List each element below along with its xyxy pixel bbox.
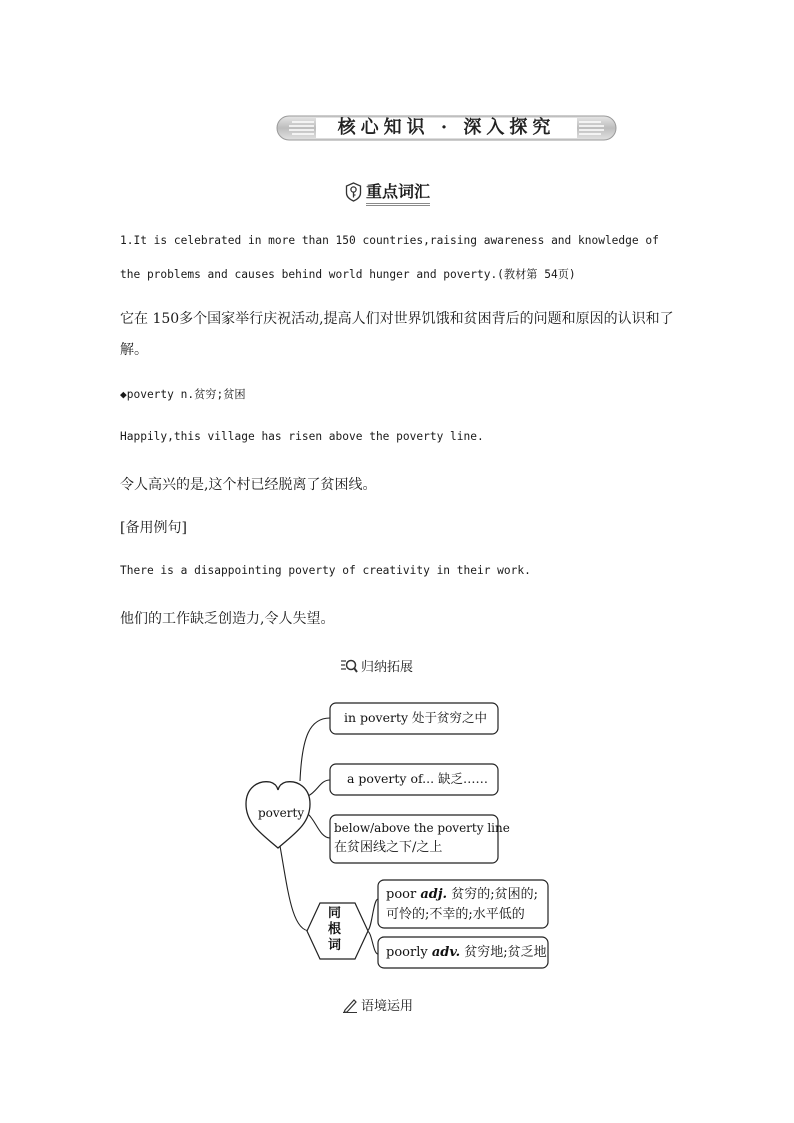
connector-cognate (280, 846, 310, 931)
connector-branch3 (308, 814, 330, 838)
mindmap-title: 归纳拓展 (361, 660, 414, 675)
section-heading (345, 180, 430, 204)
cognate2-meaning: 贫穷地;贫乏地 (464, 945, 547, 960)
cognate1-line2: 可怜的;不幸的;水平低的 (386, 907, 525, 922)
context-title: 语境运用 (361, 999, 414, 1014)
sentence-en-line2 (120, 266, 684, 282)
section-title: 重点词汇 (366, 179, 430, 206)
connector-cognate1 (367, 899, 378, 931)
sentence-en-line1: 1.It is celebrated in more than 150 countries,raising awareness and knowledge of (120, 234, 659, 247)
cognate-label-2: 根 (328, 922, 342, 937)
cognate2-word: poorly (386, 945, 428, 960)
branch3-line1: below/above the poverty line (334, 821, 510, 835)
connector-cognate2 (367, 931, 378, 954)
cognate2-line (386, 943, 547, 962)
sentence-en-line2-text: the problems and causes behind world hunger and poverty.(教材第 54页) (120, 268, 576, 281)
section-banner (276, 115, 617, 141)
banner-title: 核心知识 · 深入探究 (337, 117, 556, 138)
cognate-label-1: 同 (328, 906, 342, 921)
example1-en: Happily,this village has risen above the poverty line. (120, 430, 484, 443)
cognate1-word: poor (386, 887, 417, 902)
context-heading (342, 995, 413, 1014)
cognate-label-3: 词 (328, 938, 342, 953)
example1-zh: 令人高兴的是,这个村已经脱离了贫困线。 (120, 477, 377, 493)
connector-branch2 (308, 780, 330, 796)
cognate1-pos: adj. (420, 887, 448, 902)
backup-examples-label: [备用例句] (120, 520, 187, 536)
branch1-text: in poverty 处于贫穷之中 (344, 710, 488, 725)
cognate1-line1 (386, 885, 538, 904)
example2-zh: 他们的工作缺乏创造力,令人失望。 (120, 611, 335, 627)
key-icon (345, 182, 362, 202)
cognate2-pos: adv. (431, 945, 461, 960)
mindmap-center: poverty (258, 806, 305, 820)
branch2-text: a poverty of... 缺乏…… (347, 771, 489, 786)
example2-en: There is a disappointing poverty of creativity in their work. (120, 564, 531, 577)
branch3-line2: 在贫困线之下/之上 (334, 840, 443, 855)
pencil-icon (342, 997, 358, 1013)
magnifier-icon (340, 658, 358, 674)
mindmap-heading (340, 656, 413, 675)
sentence-zh-line2: 解。 (120, 342, 148, 358)
sentence-zh-line1: 它在 150多个国家举行庆祝活动,提高人们对世界饥饿和贫困背后的问题和原因的认识和了 (120, 311, 674, 327)
cognate1-meaning: 贫穷的;贫困的; (451, 887, 538, 902)
word-entry: ◆poverty n.贫穷;贫困 (120, 388, 246, 401)
connector-branch1 (300, 718, 330, 781)
